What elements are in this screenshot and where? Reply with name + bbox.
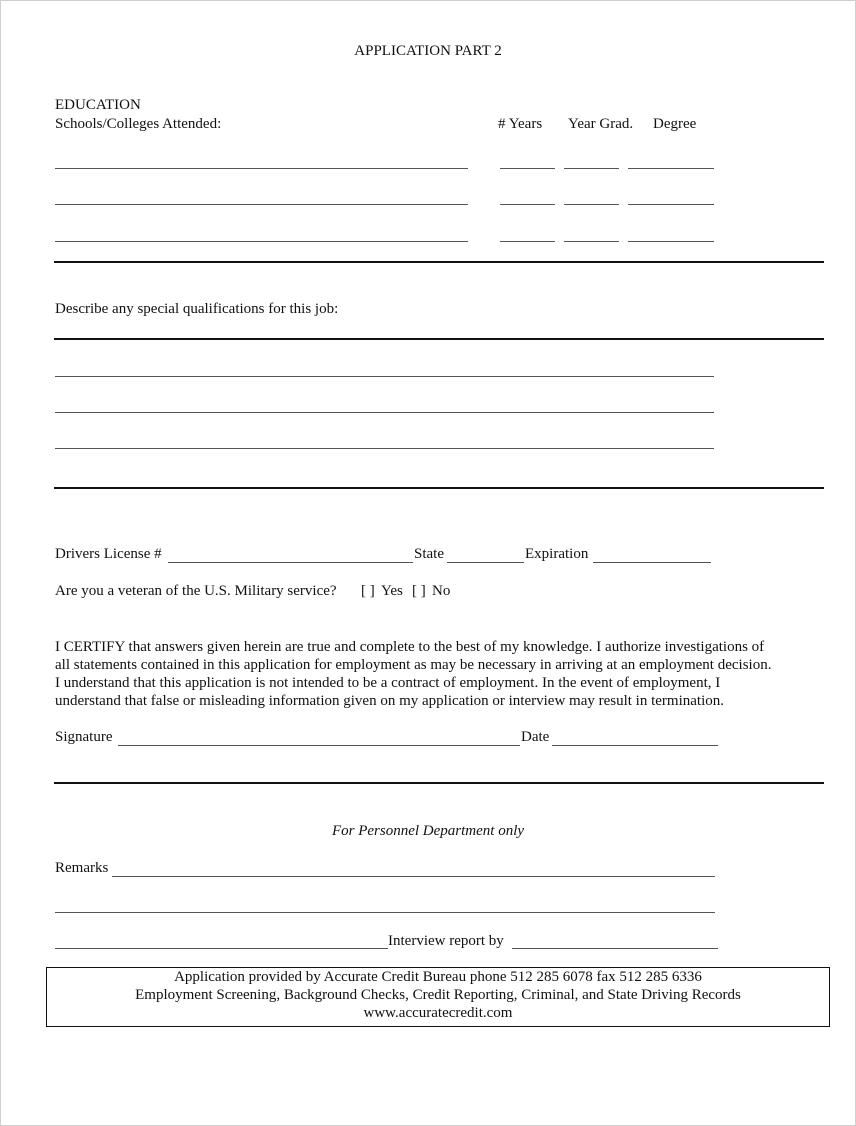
state-field[interactable]	[447, 562, 524, 563]
expiration-label: Expiration	[525, 546, 589, 562]
qualifications-field-line[interactable]	[55, 412, 714, 413]
education-heading: EDUCATION	[55, 97, 141, 113]
qualifications-field-line[interactable]	[55, 448, 714, 449]
drivers-license-label: Drivers License #	[55, 546, 162, 562]
interview-report-field[interactable]	[512, 948, 718, 949]
school-field-3[interactable]	[55, 241, 468, 242]
years-field-2[interactable]	[500, 204, 555, 205]
veteran-yes-checkbox[interactable]: [ ]	[361, 583, 375, 599]
signature-label: Signature	[55, 729, 113, 745]
footer-provider-line: Application provided by Accurate Credit Bureau phone 512 285 6078 fax 512 285 6336	[174, 969, 702, 985]
section-divider	[54, 782, 824, 784]
degree-field-3[interactable]	[628, 241, 714, 242]
years-column-header: # Years	[498, 116, 543, 132]
degree-field-1[interactable]	[628, 168, 714, 169]
interview-report-label: Interview report by	[388, 933, 504, 949]
footer-services-line: Employment Screening, Background Checks, Credit Reporting, Criminal, and State Driving Records	[135, 987, 741, 1003]
years-field-3[interactable]	[500, 241, 555, 242]
interview-notes-field[interactable]	[55, 948, 388, 949]
degree-field-2[interactable]	[628, 204, 714, 205]
schools-label: Schools/Colleges Attended:	[55, 116, 222, 132]
year-grad-field-1[interactable]	[564, 168, 619, 169]
veteran-yes-label: Yes	[381, 583, 403, 599]
school-field-2[interactable]	[55, 204, 468, 205]
expiration-field[interactable]	[593, 562, 711, 563]
footer-box	[46, 967, 830, 1027]
certify-text-line: I CERTIFY that answers given herein are true and complete to the best of my knowledge. I authorize investigations of	[55, 639, 765, 655]
drivers-license-field[interactable]	[168, 562, 413, 563]
signature-field[interactable]	[118, 745, 520, 746]
remarks-field[interactable]	[112, 876, 715, 877]
veteran-question: Are you a veteran of the U.S. Military service?	[55, 583, 337, 599]
year-grad-field-3[interactable]	[564, 241, 619, 242]
section-divider	[54, 261, 824, 263]
years-field-1[interactable]	[500, 168, 555, 169]
certify-text-line: I understand that this application is not intended to be a contract of employment. In the event of employment, I	[55, 675, 721, 691]
certify-text-line: understand that false or misleading information given on my application or interview may result in termination.	[55, 693, 725, 709]
remarks-field-line[interactable]	[55, 912, 715, 913]
veteran-no-checkbox[interactable]: [ ]	[412, 583, 426, 599]
section-divider	[54, 487, 824, 489]
state-label: State	[414, 546, 444, 562]
date-field[interactable]	[552, 745, 718, 746]
qualifications-prompt: Describe any special qualifications for this job:	[55, 301, 339, 317]
qualifications-field-line[interactable]	[55, 376, 714, 377]
veteran-no-label: No	[432, 583, 451, 599]
qualifications-field-top[interactable]	[54, 338, 824, 340]
degree-column-header: Degree	[653, 116, 697, 132]
year-grad-field-2[interactable]	[564, 204, 619, 205]
personnel-heading: For Personnel Department only	[331, 823, 525, 839]
year-grad-column-header: Year Grad.	[568, 116, 634, 132]
date-label: Date	[521, 729, 550, 745]
footer-website-link[interactable]: www.accuratecredit.com	[363, 1005, 513, 1021]
page-title: APPLICATION PART 2	[354, 43, 502, 59]
school-field-1[interactable]	[55, 168, 468, 169]
remarks-label: Remarks	[55, 860, 109, 876]
certify-text-line: all statements contained in this application for employment as may be necessary in arriving at an employment decision.	[55, 657, 772, 673]
